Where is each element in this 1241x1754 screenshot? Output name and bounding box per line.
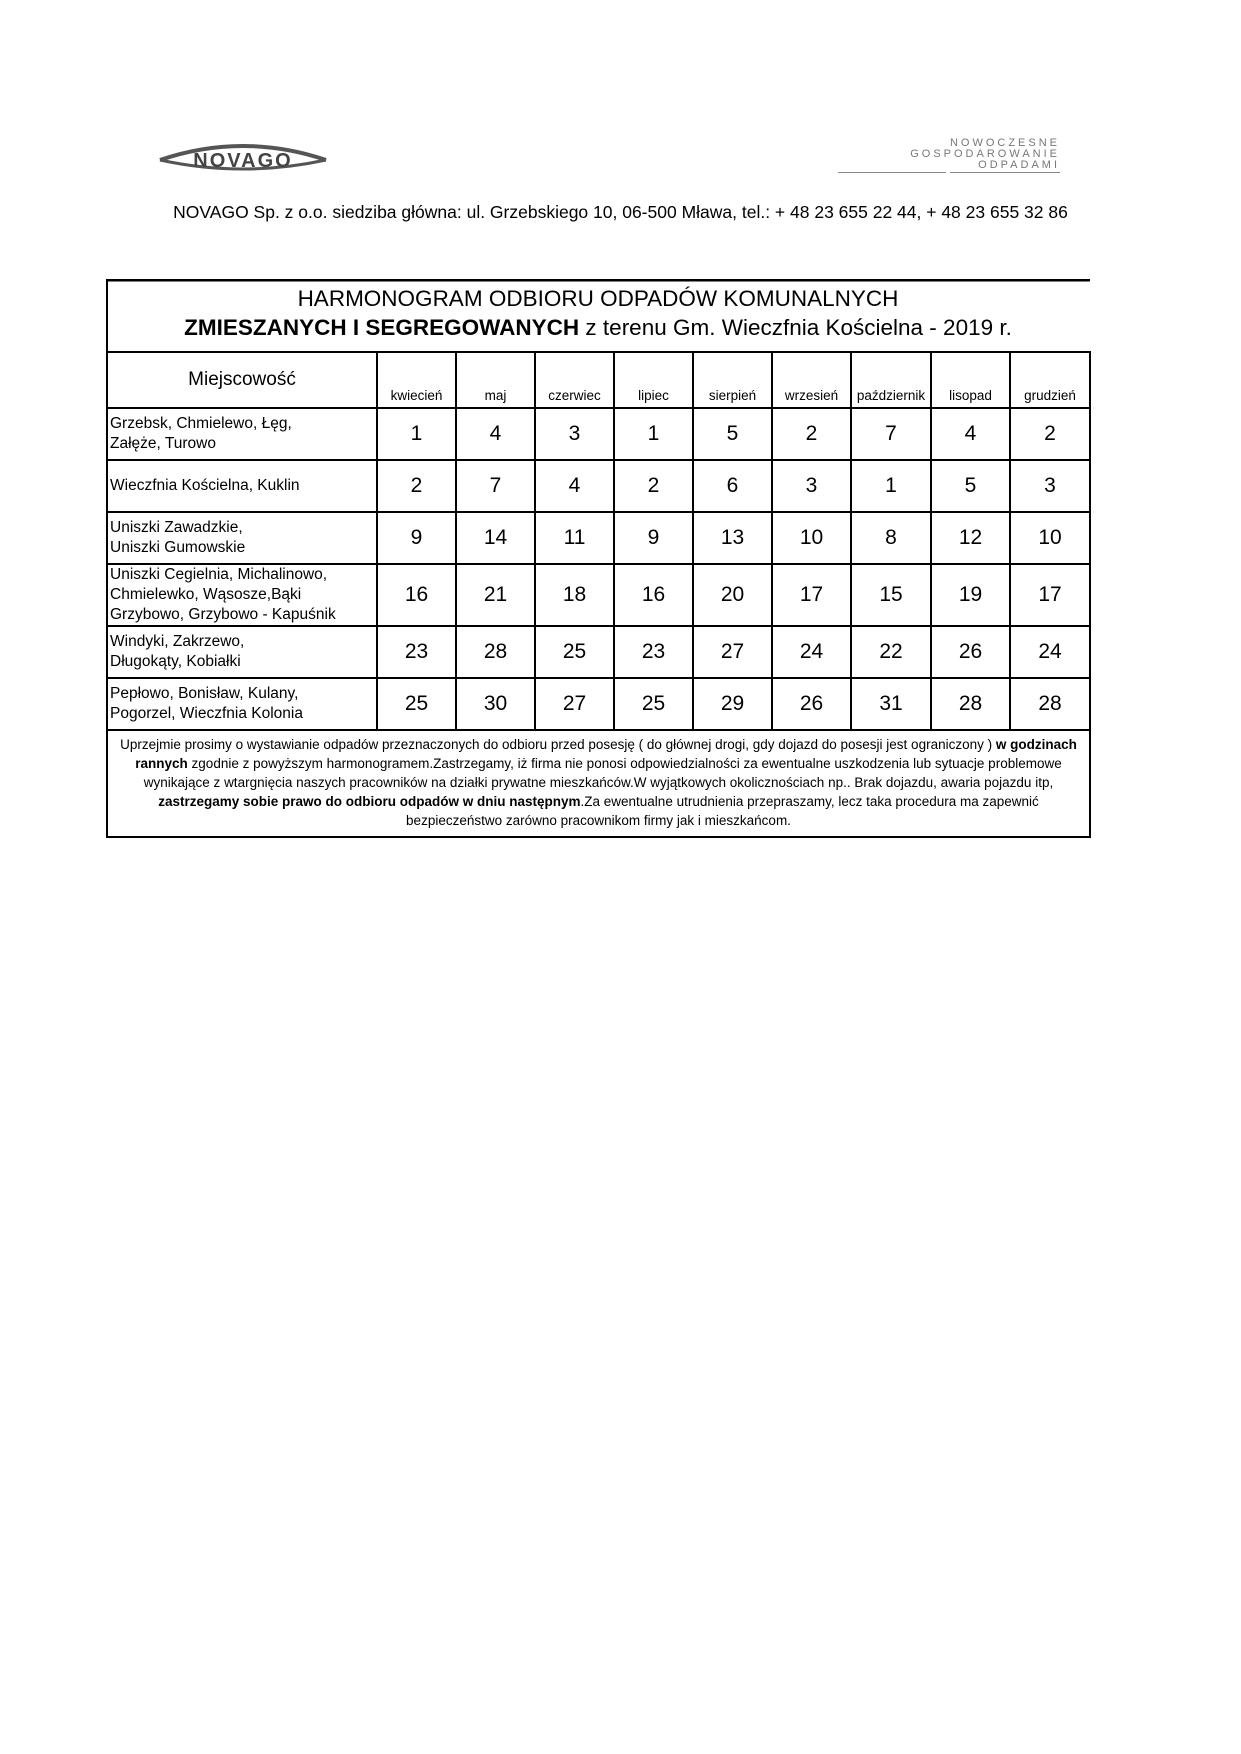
schedule-table (106, 351, 1091, 838)
company-address: NOVAGO Sp. z o.o. siedziba główna: ul. Grzebskiego 10, 06-500 Mława, tel.: + 48 23 655 22 44, + 48 23 655 32 86 (173, 202, 1068, 222)
tagline-logo (838, 138, 1060, 178)
location-line: Windyki, Zakrzewo, (110, 633, 245, 650)
tagline-rule (950, 172, 1060, 173)
subtitle-bold: ZMIESZANYCH I SEGREGOWANYCH (184, 315, 580, 340)
note-row (107, 730, 1090, 837)
day-cell: 14 (456, 512, 535, 564)
month-header: wrzesień (772, 352, 851, 408)
location-line: Pepłowo, Bonisław, Kulany, (110, 685, 299, 702)
month-header: kwiecień (377, 352, 456, 408)
day-cell: 25 (377, 678, 456, 730)
day-cell: 3 (1010, 460, 1090, 512)
page-title: HARMONOGRAM ODBIORU ODPADÓW KOMUNALNYCH (297, 286, 899, 311)
day-cell: 24 (772, 626, 851, 678)
day-cell: 10 (1010, 512, 1090, 564)
day-cell: 28 (1010, 678, 1090, 730)
location-line: Uniszki Zawadzkie, (110, 519, 243, 536)
location-header: Miejscowość (107, 352, 377, 408)
location-cell (107, 460, 377, 512)
day-cell: 19 (931, 564, 1010, 626)
location-line: Wieczfnia Kościelna, Kuklin (110, 477, 300, 494)
day-cell: 25 (614, 678, 693, 730)
location-cell (107, 512, 377, 564)
day-cell: 21 (456, 564, 535, 626)
tagline-line-3: ODPADAMI (978, 159, 1060, 171)
day-cell: 4 (456, 408, 535, 460)
table-header-row (107, 352, 1090, 408)
day-cell: 29 (693, 678, 772, 730)
table-row (107, 564, 1090, 626)
location-line: Długokąty, Kobiałki (110, 653, 241, 670)
location-line: Uniszki Cegielnia, Michalinowo, (110, 566, 328, 583)
table-row (107, 626, 1090, 678)
day-cell: 9 (614, 512, 693, 564)
day-cell: 9 (377, 512, 456, 564)
novago-logo-graphic (148, 138, 338, 178)
day-cell: 27 (693, 626, 772, 678)
collection-note (107, 730, 1090, 837)
location-line: Pogorzel, Wieczfnia Kolonia (110, 705, 303, 722)
note-bold: w godzinach rannych (135, 737, 1077, 771)
day-cell: 4 (931, 408, 1010, 460)
day-cell: 30 (456, 678, 535, 730)
day-cell: 24 (1010, 626, 1090, 678)
month-header: lipiec (614, 352, 693, 408)
day-cell: 16 (377, 564, 456, 626)
day-cell: 2 (377, 460, 456, 512)
table-row (107, 460, 1090, 512)
day-cell: 5 (931, 460, 1010, 512)
day-cell: 18 (535, 564, 614, 626)
table-row (107, 678, 1090, 730)
day-cell: 13 (693, 512, 772, 564)
location-line: Grzybowo, Grzybowo - Kapuśnik (110, 606, 336, 623)
day-cell: 1 (614, 408, 693, 460)
day-cell: 4 (535, 460, 614, 512)
month-header: sierpień (693, 352, 772, 408)
day-cell: 3 (772, 460, 851, 512)
novago-logo-text: NOVAGO (193, 150, 293, 172)
day-cell: 20 (693, 564, 772, 626)
day-cell: 26 (772, 678, 851, 730)
table-row (107, 408, 1090, 460)
day-cell: 25 (535, 626, 614, 678)
day-cell: 7 (851, 408, 931, 460)
day-cell: 23 (377, 626, 456, 678)
month-header: maj (456, 352, 535, 408)
day-cell: 28 (456, 626, 535, 678)
novago-logo (148, 138, 338, 178)
day-cell: 31 (851, 678, 931, 730)
location-line: Załęże, Turowo (110, 435, 216, 452)
day-cell: 27 (535, 678, 614, 730)
day-cell: 10 (772, 512, 851, 564)
day-cell: 26 (931, 626, 1010, 678)
location-cell (107, 408, 377, 460)
day-cell: 28 (931, 678, 1010, 730)
location-cell (107, 564, 377, 626)
tagline-line-1: NOWOCZESNE (949, 137, 1060, 149)
day-cell: 3 (535, 408, 614, 460)
day-cell: 1 (851, 460, 931, 512)
subtitle-rest: z terenu Gm. Wieczfnia Kościelna - 2019 r. (579, 315, 1012, 340)
day-cell: 8 (851, 512, 931, 564)
day-cell: 23 (614, 626, 693, 678)
month-header: październik (851, 352, 931, 408)
day-cell: 11 (535, 512, 614, 564)
location-cell (107, 626, 377, 678)
month-header: czerwiec (535, 352, 614, 408)
schedule-box (106, 279, 1090, 839)
month-header: grudzień (1010, 352, 1090, 408)
day-cell: 17 (1010, 564, 1090, 626)
day-cell: 5 (693, 408, 772, 460)
day-cell: 2 (614, 460, 693, 512)
note-text: zgodnie z powyższym harmonogramem.Zastrzegamy, iż firma nie ponosi odpowiedzialności za ewentualne uszkodzenia lub sytuacje problemowe wynikające z wtargnięcia naszych pracowników na działki prywatne mieszkańców.W wyjątkowych okolicznościach np.. Brak dojazdu, awaria pojazdu itp, (143, 756, 1062, 790)
day-cell: 15 (851, 564, 931, 626)
tagline-line-2: GOSPODAROWANIE (910, 148, 1060, 160)
day-cell: 16 (614, 564, 693, 626)
day-cell: 2 (772, 408, 851, 460)
location-line: Grzebsk, Chmielewo, Łęg, (110, 415, 292, 432)
note-text: .Za ewentualne utrudnienia przepraszamy, lecz taka procedura ma zapewnić bezpieczeństwo zarówno pracownikom firmy jak i mieszkańcom. (406, 794, 1039, 828)
note-bold: zastrzegamy sobie prawo do odbioru odpadów w dniu następnym (158, 794, 581, 809)
location-line: Uniszki Gumowskie (110, 539, 246, 556)
location-cell (107, 678, 377, 730)
day-cell: 2 (1010, 408, 1090, 460)
day-cell: 1 (377, 408, 456, 460)
day-cell: 7 (456, 460, 535, 512)
tagline-rule (838, 172, 946, 173)
day-cell: 17 (772, 564, 851, 626)
day-cell: 12 (931, 512, 1010, 564)
table-row (107, 512, 1090, 564)
day-cell: 22 (851, 626, 931, 678)
day-cell: 6 (693, 460, 772, 512)
page-subtitle (106, 315, 1090, 341)
note-text: Uprzejmie prosimy o wystawianie odpadów przeznaczonych do odbioru przed posesję ( do głównej drogi, gdy dojazd do posesji jest ograniczony ) (120, 737, 996, 752)
month-header: lisopad (931, 352, 1010, 408)
location-line: Chmielewko, Wąsosze,Bąki (110, 586, 302, 603)
